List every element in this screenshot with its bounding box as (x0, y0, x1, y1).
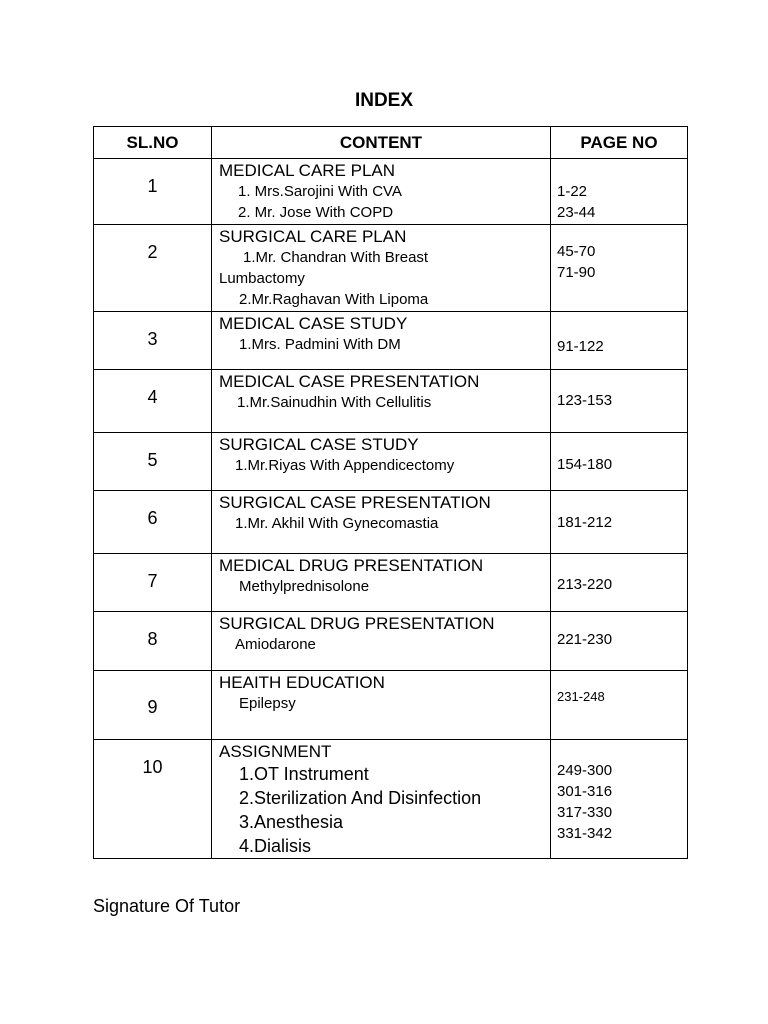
content-cell (212, 671, 551, 740)
page-cell (551, 370, 688, 433)
serial-number-cell (94, 370, 212, 433)
page-range: 181-212 (557, 514, 613, 531)
serial-number-cell (94, 740, 212, 859)
page-cell (551, 671, 688, 740)
page-range: 71-90 (557, 264, 596, 281)
page-cell (551, 554, 688, 612)
content-item: Amiodarone (235, 636, 316, 653)
table-row (94, 433, 688, 491)
page-range: 301-316 (557, 783, 613, 800)
content-heading: SURGICAL CARE PLAN (219, 227, 407, 246)
signature-label: Signature Of Tutor (93, 896, 241, 916)
content-heading: MEDICAL CARE PLAN (219, 161, 396, 180)
content-item: 1. Mrs.Sarojini With CVA (238, 183, 402, 200)
content-heading: SURGICAL CASE PRESENTATION (219, 493, 491, 512)
serial-number: 7 (147, 571, 158, 591)
serial-number-cell (94, 671, 212, 740)
serial-number: 6 (147, 508, 158, 528)
page-range: 317-330 (557, 804, 613, 821)
content-item: 1.OT Instrument (239, 764, 369, 784)
serial-number-cell (94, 225, 212, 312)
page-range: 91-122 (557, 338, 604, 355)
content-item: 1.Mr.Riyas With Appendicectomy (235, 457, 455, 474)
table-row (94, 671, 688, 740)
serial-number-cell (94, 612, 212, 671)
content-heading: MEDICAL CASE STUDY (219, 314, 408, 333)
content-cell (212, 159, 551, 225)
page-range: 123-153 (557, 392, 613, 409)
page-cell (551, 312, 688, 370)
content-item: 3.Anesthesia (239, 812, 344, 832)
content-heading: SURGICAL CASE STUDY (219, 435, 419, 454)
content-cell (212, 491, 551, 554)
content-item: 1.Mrs. Padmini With DM (239, 336, 401, 353)
page-cell (551, 159, 688, 225)
table-row (94, 159, 688, 225)
serial-number-cell (94, 491, 212, 554)
table-row (94, 225, 688, 312)
header-row (94, 127, 688, 159)
serial-number: 3 (147, 329, 158, 349)
page-range: 1-22 (557, 183, 588, 200)
serial-number: 5 (147, 450, 158, 470)
table-row (94, 554, 688, 612)
content-item: Methylprednisolone (239, 578, 370, 595)
content-item: 1.Mr.Sainudhin With Cellulitis (237, 394, 432, 411)
content-item: 2. Mr. Jose With COPD (238, 204, 394, 221)
page-cell (551, 612, 688, 671)
content-item: 2.Sterilization And Disinfection (239, 788, 482, 808)
content-cell (212, 433, 551, 491)
header-page-no: PAGE NO (551, 127, 688, 159)
serial-number-cell (94, 433, 212, 491)
content-heading: SURGICAL DRUG PRESENTATION (219, 614, 495, 633)
content-item: 2.Mr.Raghavan With Lipoma (239, 291, 429, 308)
serial-number: 4 (147, 387, 158, 407)
page-cell (551, 491, 688, 554)
serial-number-cell (94, 312, 212, 370)
serial-number: 10 (142, 757, 163, 777)
serial-number: 8 (147, 629, 158, 649)
page-range: 331-342 (557, 825, 613, 842)
serial-number-cell (94, 554, 212, 612)
serial-number-cell (94, 159, 212, 225)
content-heading: HEAITH EDUCATION (219, 673, 385, 692)
serial-number: 2 (147, 242, 158, 262)
table-row (94, 370, 688, 433)
page-range: 23-44 (557, 204, 596, 221)
content-heading: ASSIGNMENT (219, 742, 332, 761)
content-item: 4.Dialisis (239, 836, 312, 856)
content-heading: MEDICAL DRUG PRESENTATION (219, 556, 484, 575)
content-heading: MEDICAL CASE PRESENTATION (219, 372, 480, 391)
serial-number: 9 (147, 697, 158, 717)
table-row (94, 740, 688, 859)
content-cell (212, 740, 551, 859)
page-range: 45-70 (557, 243, 596, 260)
page-range: 249-300 (557, 762, 613, 779)
content-cell (212, 554, 551, 612)
page-range: 154-180 (557, 456, 613, 473)
page-range: 213-220 (557, 576, 613, 593)
content-cell (212, 612, 551, 671)
index-table (93, 126, 688, 859)
page-cell (551, 740, 688, 859)
content-cell (212, 370, 551, 433)
header-content: CONTENT (212, 127, 551, 159)
serial-number: 1 (147, 176, 158, 196)
content-cell (212, 312, 551, 370)
content-item: 1.Mr. Chandran With Breast Lumbactomy (219, 249, 429, 287)
content-item: Epilepsy (239, 695, 296, 712)
header-slno: SL.NO (94, 127, 212, 159)
content-item: 1.Mr. Akhil With Gynecomastia (235, 515, 439, 532)
page-cell (551, 433, 688, 491)
page-range: 231-248 (557, 689, 605, 704)
table-row (94, 312, 688, 370)
table-row (94, 491, 688, 554)
content-cell (212, 225, 551, 312)
table-row (94, 612, 688, 671)
page-range: 221-230 (557, 631, 613, 648)
page-title: INDEX (354, 90, 414, 111)
page-cell (551, 225, 688, 312)
